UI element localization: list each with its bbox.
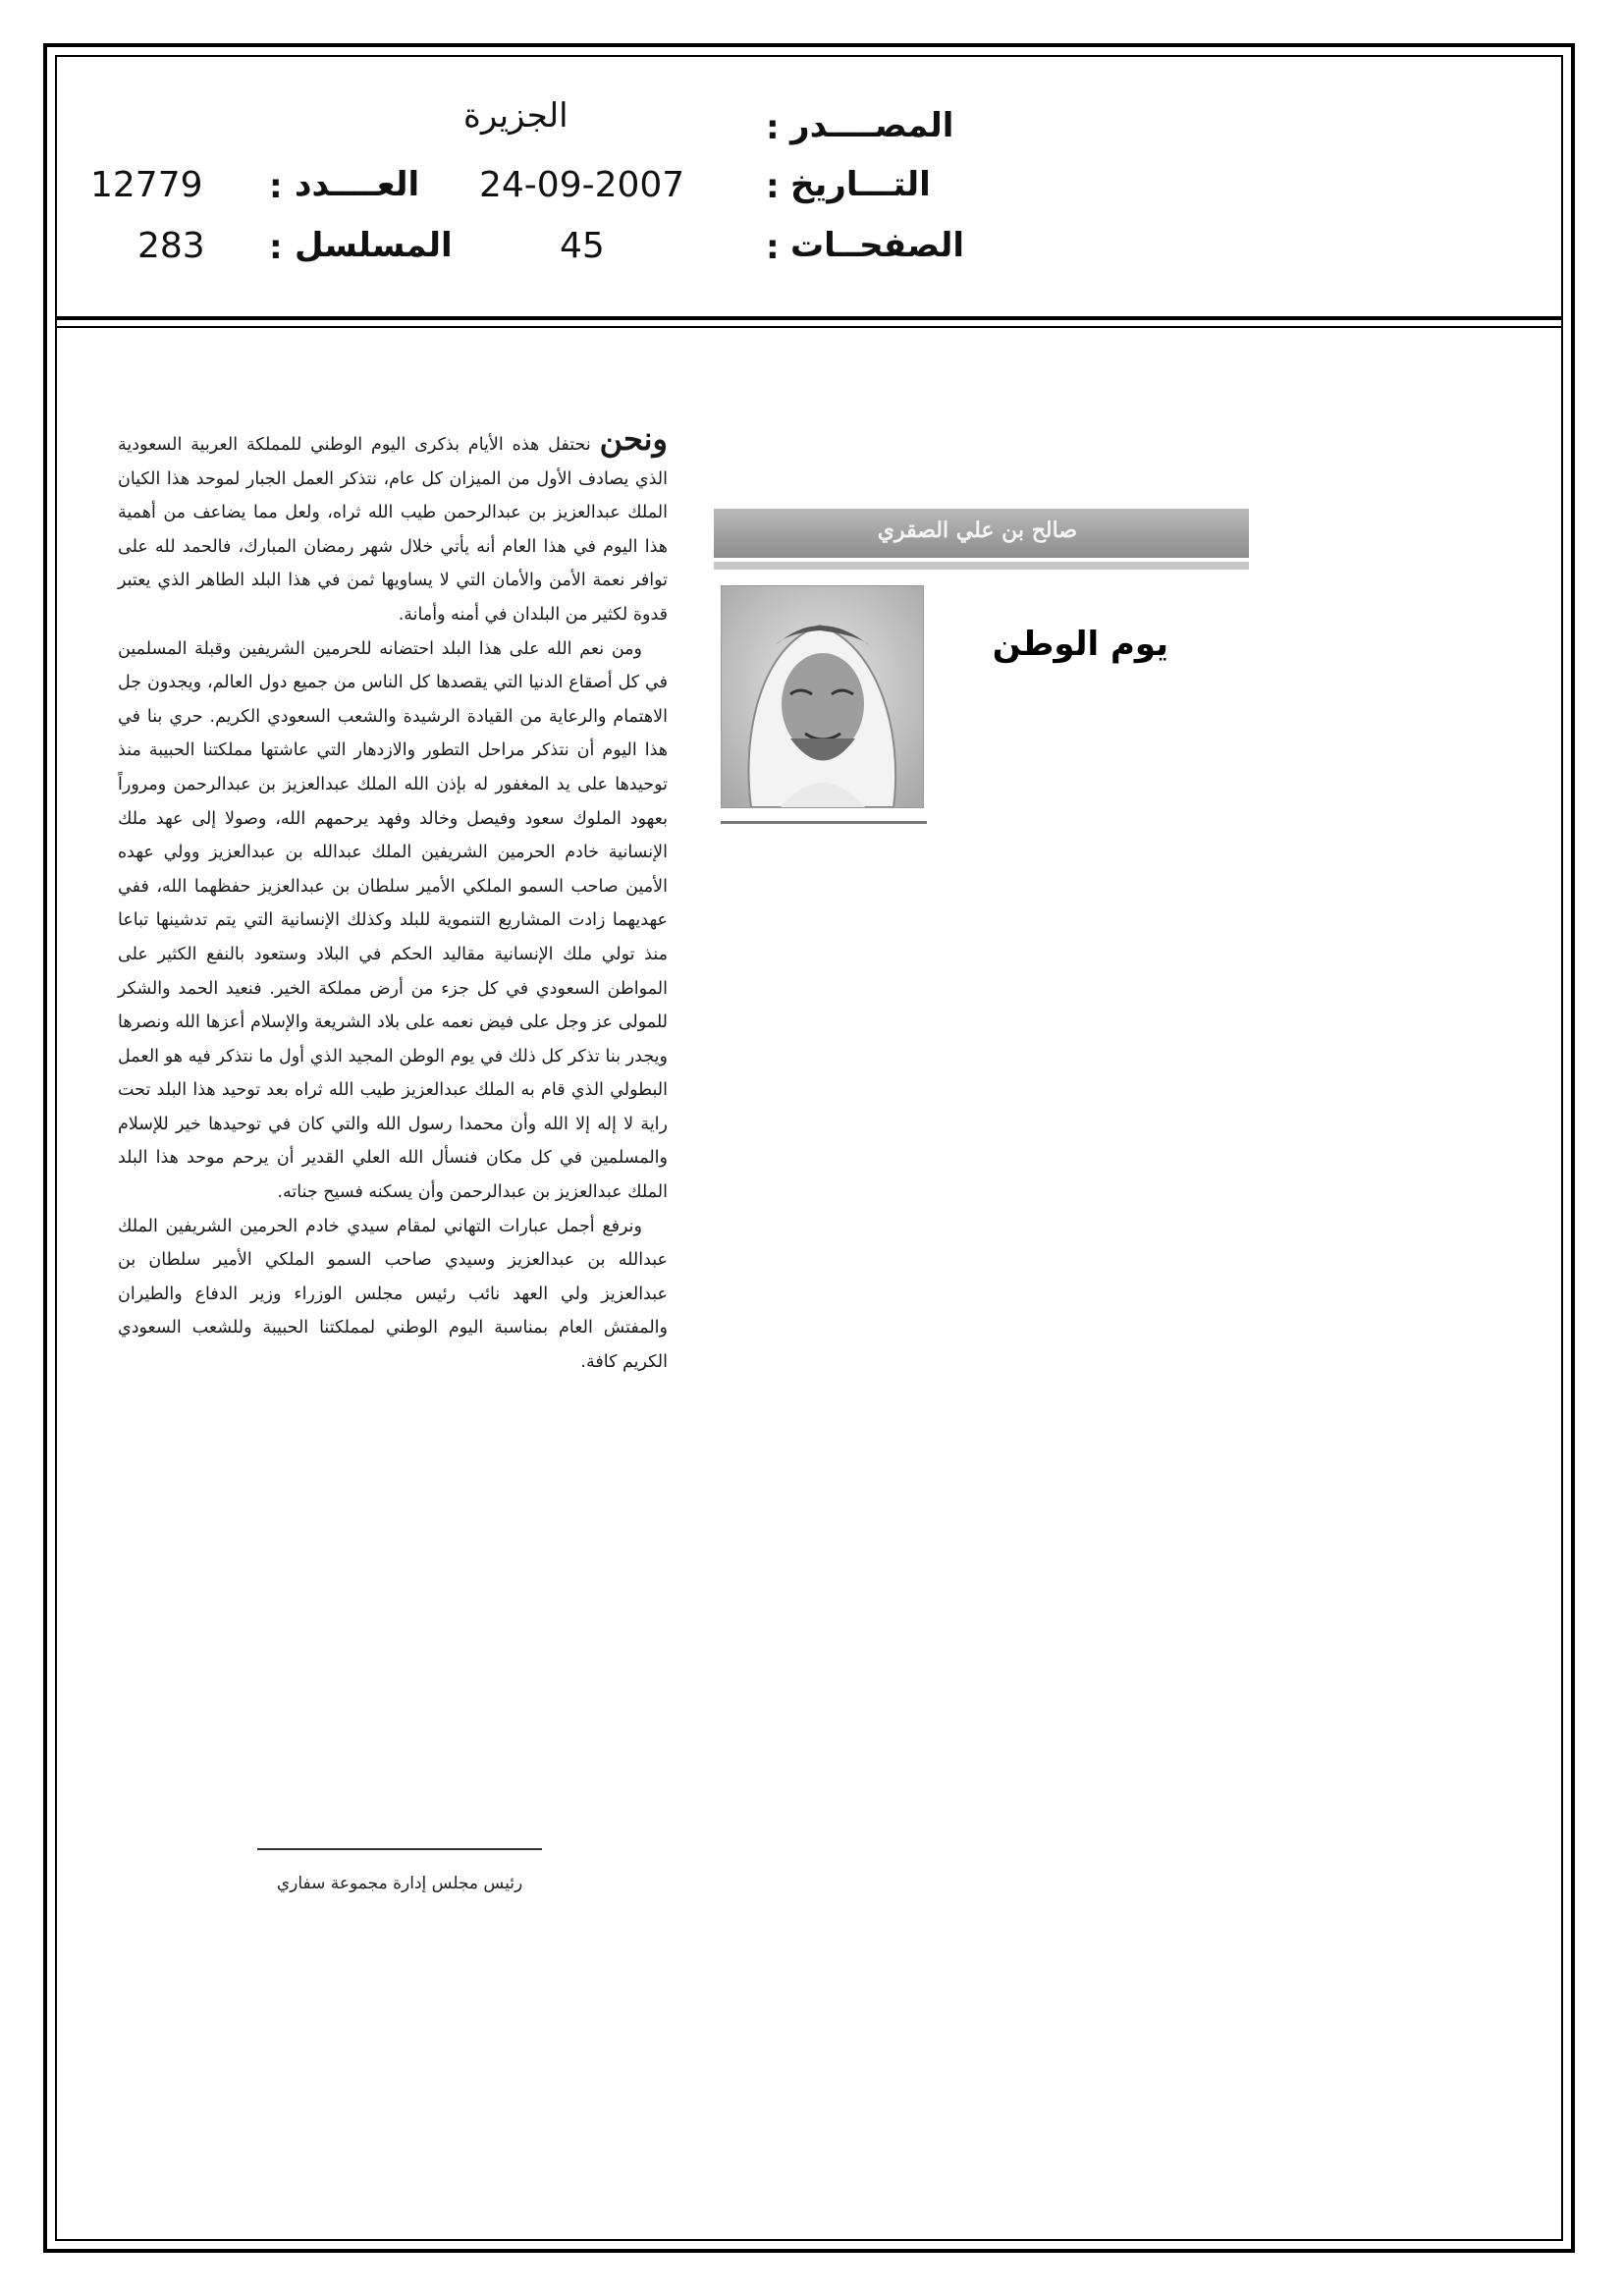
serial-colon: : xyxy=(269,228,283,267)
author-box xyxy=(714,509,1249,823)
author-name-bar xyxy=(714,509,1249,558)
photo-underline xyxy=(721,821,927,824)
author-bar-underline xyxy=(714,562,1249,570)
serial-label: المسلسل xyxy=(295,226,453,265)
header-divider xyxy=(55,316,1563,320)
lead-word: ونحن xyxy=(599,420,668,458)
pages-colon: : xyxy=(766,228,780,267)
date-colon: : xyxy=(766,167,780,206)
issue-colon: : xyxy=(269,167,283,206)
date-label: التـــاريخ xyxy=(790,165,931,204)
article-body xyxy=(118,422,668,1380)
column-title: يوم الوطن xyxy=(992,625,1168,664)
source-colon: : xyxy=(766,108,780,147)
header-divider-thin xyxy=(55,326,1563,328)
article-paragraph-2: ومن نعم الله على هذا البلد احتضانه للحرمين الشريفين وقبلة المسلمين في كل أصقاع الدنيا التي يقصدها كل الناس من جميع دول العالم، ويجدون جل الاهتمام والرعاية من القيادة الرشيدة والشعب السعودي الكريم. حري بنا في هذا اليوم أن نتذكر مراحل التطور والازدهار التي عاشتها مملكتنا الحبيبة منذ توحيدها على يد المغفور له بإذن الله الملك عبدالعزيز بن عبدالرحمن ومروراً بعهود الملوك سعود وفيصل وخالد وفهد يرحمهم الله، وصولا إلى عهد ملك الإنسانية خادم الحرمين الشريفين الملك عبدالله بن عبدالعزيز وولي عهده الأمين صاحب السمو الملكي الأمير سلطان بن عبدالعزيز حفظهما الله، ففي عهديهما زادت المشاريع التنموية للبلد وكذلك الإنسانية التي يتم تدشينها تباعا منذ تولي ملك الإنسانية مقاليد الحكم في البلاد وستعود بالنفع الكثير على المواطن السعودي في كل جزء من أرض مملكة الخير. فنعيد الحمد والشكر للمولى عز وجل على فيض نعمه على بلاد الشريعة والإسلام أعزها الله ونصرها ويجدر بنا تذكر كل ذلك في يوم الوطن المجيد الذي أول ما نتذكر فيه هو العمل البطولي الذي قام به الملك عبدالعزيز طيب الله ثراه بعد توحيد هذا البلد تحت راية لا إله إلا الله وأن محمدا رسول الله والتي كان في توحيدها خير للإسلام والمسلمين في كل مكان فنسأل الله العلي القدير أن يرحم موحد هذا البلد الملك عبدالعزيز بن عبدالرحمن وأن يسكنه فسيح جناته. xyxy=(118,638,668,1203)
issue-label: العــــدد xyxy=(295,165,420,204)
article-paragraph-1 xyxy=(118,422,668,632)
source-label: المصــــدر xyxy=(790,106,954,145)
article-paragraph-3: ونرفع أجمل عبارات التهاني لمقام سيدي خادم الحرمين الشريفين الملك عبدالله بن عبدالعزيز وسيدي صاحب السمو الملكي الأمير سلطان بن عبدالعزيز ولي العهد نائب رئيس مجلس الوزراء وزير الدفاع والطيران والمفتش العام بمناسبة اليوم الوطني لمملكتنا الحبيبة وللشعب السعودي الكريم كافة. xyxy=(118,1216,668,1373)
author-portrait-image xyxy=(722,586,923,807)
signature-divider xyxy=(257,1848,542,1850)
author-signature: رئيس مجلس إدارة مجموعة سفاري xyxy=(276,1874,523,1893)
pages-label: الصفحــات xyxy=(790,226,965,265)
author-photo xyxy=(721,585,924,808)
serial-value: 283 xyxy=(137,226,205,266)
author-name: صالح بن علي الصقري xyxy=(877,518,1077,543)
paragraph-1-text: نحتفل هذه الأيام بذكرى اليوم الوطني للمملكة العربية السعودية الذي يصادف الأول من الميزان كل عام، نتذكر العمل الجبار لموحد هذا الكيان الملك عبدالعزيز بن عبدالرحمن طيب الله ثراه، ولعل مما يضاعف من أهمية هذا اليوم في هذا العام أنه يأتي خلال شهر رمضان المبارك، فالحمد لله على توافر نعمة الأمن والأمان التي لا يساويها ثمن في هذا البلد الطاهر الذي يعتبر قدوة لكثير من البلدان في أمنه وأمانة. xyxy=(118,435,668,625)
source-value: الجزيرة xyxy=(463,96,568,136)
issue-value: 12779 xyxy=(90,165,203,205)
pages-value: 45 xyxy=(560,226,605,266)
date-value: 24-09-2007 xyxy=(479,165,685,205)
